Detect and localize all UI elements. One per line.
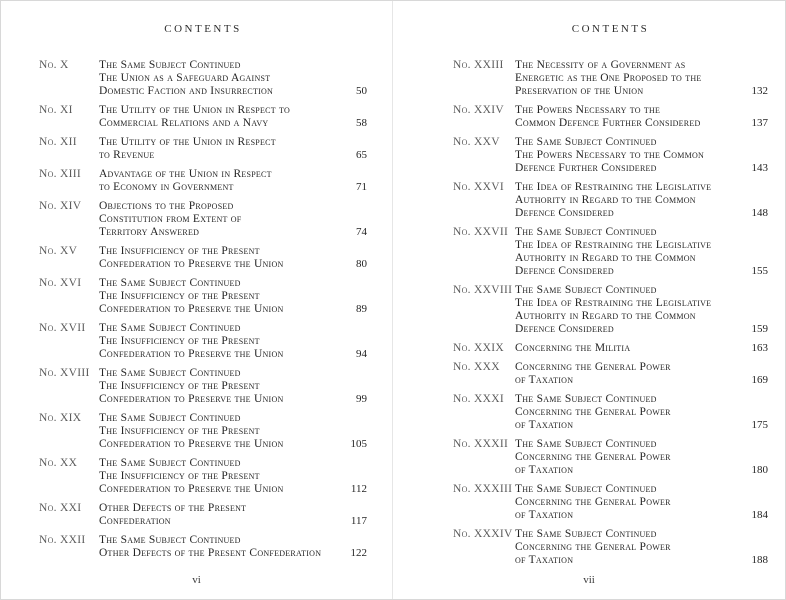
entry-page-number: 137: [751, 117, 768, 129]
toc-entry: [453, 438, 768, 477]
entry-page-number: 132: [751, 85, 768, 97]
entry-title-line: Advantage of the Union in Respect: [99, 168, 272, 180]
entry-number-label: No. XVII: [39, 322, 86, 334]
entry-title: [99, 136, 331, 162]
toc-entry: [453, 104, 768, 130]
entry-title-line: Other Defects of the Present: [99, 502, 247, 514]
page-folio: vii: [583, 574, 595, 586]
entry-number-label: No. XXII: [39, 534, 86, 546]
entry-title-line: Concerning the General Power: [515, 406, 671, 418]
entry-title: [515, 342, 732, 355]
entry-title-line: The Powers Necessary to the Common: [515, 149, 705, 161]
entry-number-label: No. XXXIII: [453, 483, 513, 495]
toc-entry: [39, 534, 367, 560]
toc-entry: [453, 483, 768, 522]
entry-page-number: 163: [751, 342, 768, 354]
entry-title-line: of Taxation: [515, 509, 574, 521]
entry-number-label: No. XXIX: [453, 342, 504, 354]
entry-page-number: 94: [356, 348, 367, 360]
toc-entry: [39, 457, 367, 496]
entry-number-label: No. XV: [39, 245, 78, 257]
entry-title-line: Common Defence Further Considered: [515, 117, 701, 129]
toc-entry: [453, 59, 768, 98]
entry-number-label: No. XVIII: [39, 367, 90, 379]
entry-title-line: to Economy in Government: [99, 181, 234, 193]
toc-entry: [453, 342, 768, 355]
toc-entry: [453, 181, 768, 220]
entry-page-number: 50: [356, 85, 367, 97]
entry-title-line: Authority in Regard to the Common: [515, 252, 696, 264]
entry-title-line: The Same Subject Continued: [99, 457, 241, 469]
entry-number-label: No. XI: [39, 104, 73, 116]
entry-page-number: 143: [751, 162, 768, 174]
entry-title: [99, 245, 331, 271]
entry-title-line: Concerning the General Power: [515, 361, 671, 373]
entry-title-line: Territory Answered: [99, 226, 200, 238]
entry-title-line: Domestic Faction and Insurrection: [99, 85, 274, 97]
entry-number-label: No. XVI: [39, 277, 82, 289]
entry-title: [99, 412, 331, 451]
entry-title-line: The Same Subject Continued: [99, 59, 241, 71]
entry-title-line: The Powers Necessary to the: [515, 104, 661, 116]
entry-title-line: The Idea of Restraining the Legislative: [515, 297, 712, 309]
entry-number-label: No. XXI: [39, 502, 82, 514]
entry-title: [99, 502, 331, 528]
entry-title-line: Preservation of the Union: [515, 85, 644, 97]
entry-title-line: Confederation to Preserve the Union: [99, 393, 284, 405]
entry-page-number: 122: [350, 547, 367, 559]
entry-number-label: No. XII: [39, 136, 77, 148]
entry-page-number: 71: [356, 181, 367, 193]
right-page: [393, 1, 785, 599]
entry-title-line: The Same Subject Continued: [515, 136, 657, 148]
entry-page-number: 117: [350, 515, 367, 527]
page-header-contents: CONTENTS: [164, 23, 242, 35]
entry-title: [515, 393, 732, 432]
toc-entry: [453, 361, 768, 387]
entry-title: [99, 168, 331, 194]
entry-title: [515, 59, 732, 98]
entry-page-number: 188: [751, 554, 768, 566]
entry-number-label: No. XXIV: [453, 104, 504, 116]
entry-title-line: The Same Subject Continued: [515, 528, 657, 540]
entry-title: [99, 457, 331, 496]
entry-title-line: Confederation to Preserve the Union: [99, 438, 284, 450]
entry-title: [515, 438, 732, 477]
entry-title: [99, 200, 331, 239]
toc-entry: [453, 284, 768, 336]
entry-title-line: Defence Considered: [515, 265, 614, 277]
entry-title-line: The Insufficiency of the Present: [99, 470, 260, 482]
entry-title-line: The Insufficiency of the Present: [99, 425, 260, 437]
toc-entry: [39, 322, 367, 361]
entry-title: [99, 277, 331, 316]
entry-title: [515, 483, 732, 522]
toc-entry: [453, 226, 768, 278]
left-page: [1, 1, 393, 599]
entry-title-line: The Insufficiency of the Present: [99, 380, 260, 392]
entry-page-number: 105: [350, 438, 367, 450]
entry-title-line: Concerning the General Power: [515, 541, 671, 553]
entry-page-number: 155: [751, 265, 768, 277]
entry-title-line: Objections to the Proposed: [99, 200, 234, 212]
entry-title-line: The Idea of Restraining the Legislative: [515, 181, 712, 193]
entry-title-line: Confederation to Preserve the Union: [99, 483, 284, 495]
entry-title-line: The Same Subject Continued: [515, 483, 657, 495]
entry-title-line: Other Defects of the Present Confederation: [99, 547, 322, 559]
entry-title-line: The Necessity of a Government as: [515, 59, 686, 71]
entry-title-line: The Insufficiency of the Present: [99, 335, 260, 347]
entry-title: [99, 104, 331, 130]
entry-title-line: Confederation: [99, 515, 171, 527]
entry-title-line: The Insufficiency of the Present: [99, 290, 260, 302]
entry-number-label: No. XXIII: [453, 59, 504, 71]
entry-title-line: Defence Considered: [515, 207, 614, 219]
entry-title: [99, 322, 331, 361]
entry-number-label: No. XIX: [39, 412, 82, 424]
entry-page-number: 74: [356, 226, 367, 238]
entry-title-line: The Utility of the Union in Respect: [99, 136, 276, 148]
entry-title-line: Confederation to Preserve the Union: [99, 348, 284, 360]
entry-title-line: The Same Subject Continued: [99, 277, 241, 289]
entry-title-line: Concerning the General Power: [515, 451, 671, 463]
toc-entry: [39, 367, 367, 406]
entry-page-number: 184: [751, 509, 768, 521]
entry-number-label: No. XXV: [453, 136, 500, 148]
entry-page-number: 175: [751, 419, 768, 431]
toc-entry: [453, 528, 768, 567]
toc-entry: [39, 412, 367, 451]
entry-page-number: 169: [751, 374, 768, 386]
toc-entry: [39, 104, 367, 130]
entry-title-line: Defence Further Considered: [515, 162, 657, 174]
entry-title: [99, 59, 331, 98]
entry-number-label: No. XXVII: [453, 226, 509, 238]
toc-entry: [39, 245, 367, 271]
entry-number-label: No. XXX: [453, 361, 500, 373]
toc-entries-left: [39, 59, 367, 560]
entry-page-number: 159: [751, 323, 768, 335]
entry-number-label: No. X: [39, 59, 69, 71]
page-header-contents: CONTENTS: [571, 23, 650, 35]
entry-title-line: to Revenue: [99, 149, 155, 161]
entry-page-number: 180: [751, 464, 768, 476]
entry-title-line: The Union as a Safeguard Against: [99, 72, 271, 84]
entry-title-line: The Same Subject Continued: [515, 284, 657, 296]
toc-entry: [39, 277, 367, 316]
entry-title-line: of Taxation: [515, 419, 574, 431]
toc-entry: [39, 136, 367, 162]
entry-page-number: 65: [356, 149, 367, 161]
entry-title-line: Authority in Regard to the Common: [515, 310, 696, 322]
entry-number-label: No. XIII: [39, 168, 82, 180]
entry-page-number: 112: [350, 483, 367, 495]
entry-title-line: The Same Subject Continued: [515, 393, 657, 405]
toc-entry: [39, 200, 367, 239]
entry-title: [515, 226, 732, 278]
entry-title-line: Confederation to Preserve the Union: [99, 258, 284, 270]
entry-title-line: Constitution from Extent of: [99, 213, 242, 225]
entry-title-line: Authority in Regard to the Common: [515, 194, 696, 206]
entry-page-number: 89: [356, 303, 367, 315]
entry-title-line: The Same Subject Continued: [99, 412, 241, 424]
toc-entry: [453, 136, 768, 175]
entry-title-line: Defence Considered: [515, 323, 614, 335]
entry-title-line: The Same Subject Continued: [99, 534, 241, 546]
entry-title: [515, 361, 732, 387]
entry-title: [99, 534, 331, 560]
entry-title-line: Confederation to Preserve the Union: [99, 303, 284, 315]
entry-title: [515, 181, 732, 220]
entry-title-line: The Idea of Restraining the Legislative: [515, 239, 712, 251]
toc-entry: [39, 168, 367, 194]
entry-title-line: Concerning the Militia: [515, 342, 631, 354]
entry-number-label: No. XIV: [39, 200, 82, 212]
entry-title-line: Concerning the General Power: [515, 496, 671, 508]
entry-page-number: 80: [356, 258, 367, 270]
entry-title-line: The Utility of the Union in Respect to: [99, 104, 290, 116]
entry-title-line: The Same Subject Continued: [99, 322, 241, 334]
entry-page-number: 148: [751, 207, 768, 219]
entry-title-line: of Taxation: [515, 374, 574, 386]
entry-title-line: The Same Subject Continued: [515, 226, 657, 238]
entry-number-label: No. XXXII: [453, 438, 509, 450]
entry-title-line: The Insufficiency of the Present: [99, 245, 260, 257]
entry-title: [515, 104, 732, 130]
entry-title: [515, 136, 732, 175]
entry-title-line: of Taxation: [515, 464, 574, 476]
entry-number-label: No. XXXI: [453, 393, 504, 405]
page-folio: vi: [192, 574, 201, 586]
entry-title-line: Commercial Relations and a Navy: [99, 117, 269, 129]
entry-page-number: 58: [356, 117, 367, 129]
entry-number-label: No. XXVIII: [453, 284, 513, 296]
entry-title: [515, 528, 732, 567]
entry-title-line: The Same Subject Continued: [515, 438, 657, 450]
entry-page-number: 99: [356, 393, 367, 405]
entry-title: [99, 367, 331, 406]
entry-number-label: No. XXXIV: [453, 528, 513, 540]
toc-entry: [453, 393, 768, 432]
entry-number-label: No. XXVI: [453, 181, 504, 193]
toc-entry: [39, 59, 367, 98]
entry-title-line: Energetic as the One Proposed to the: [515, 72, 702, 84]
entry-number-label: No. XX: [39, 457, 78, 469]
toc-entries-right: [453, 59, 768, 567]
entry-title-line: The Same Subject Continued: [99, 367, 241, 379]
entry-title-line: of Taxation: [515, 554, 574, 566]
toc-entry: [39, 502, 367, 528]
entry-title: [515, 284, 732, 336]
